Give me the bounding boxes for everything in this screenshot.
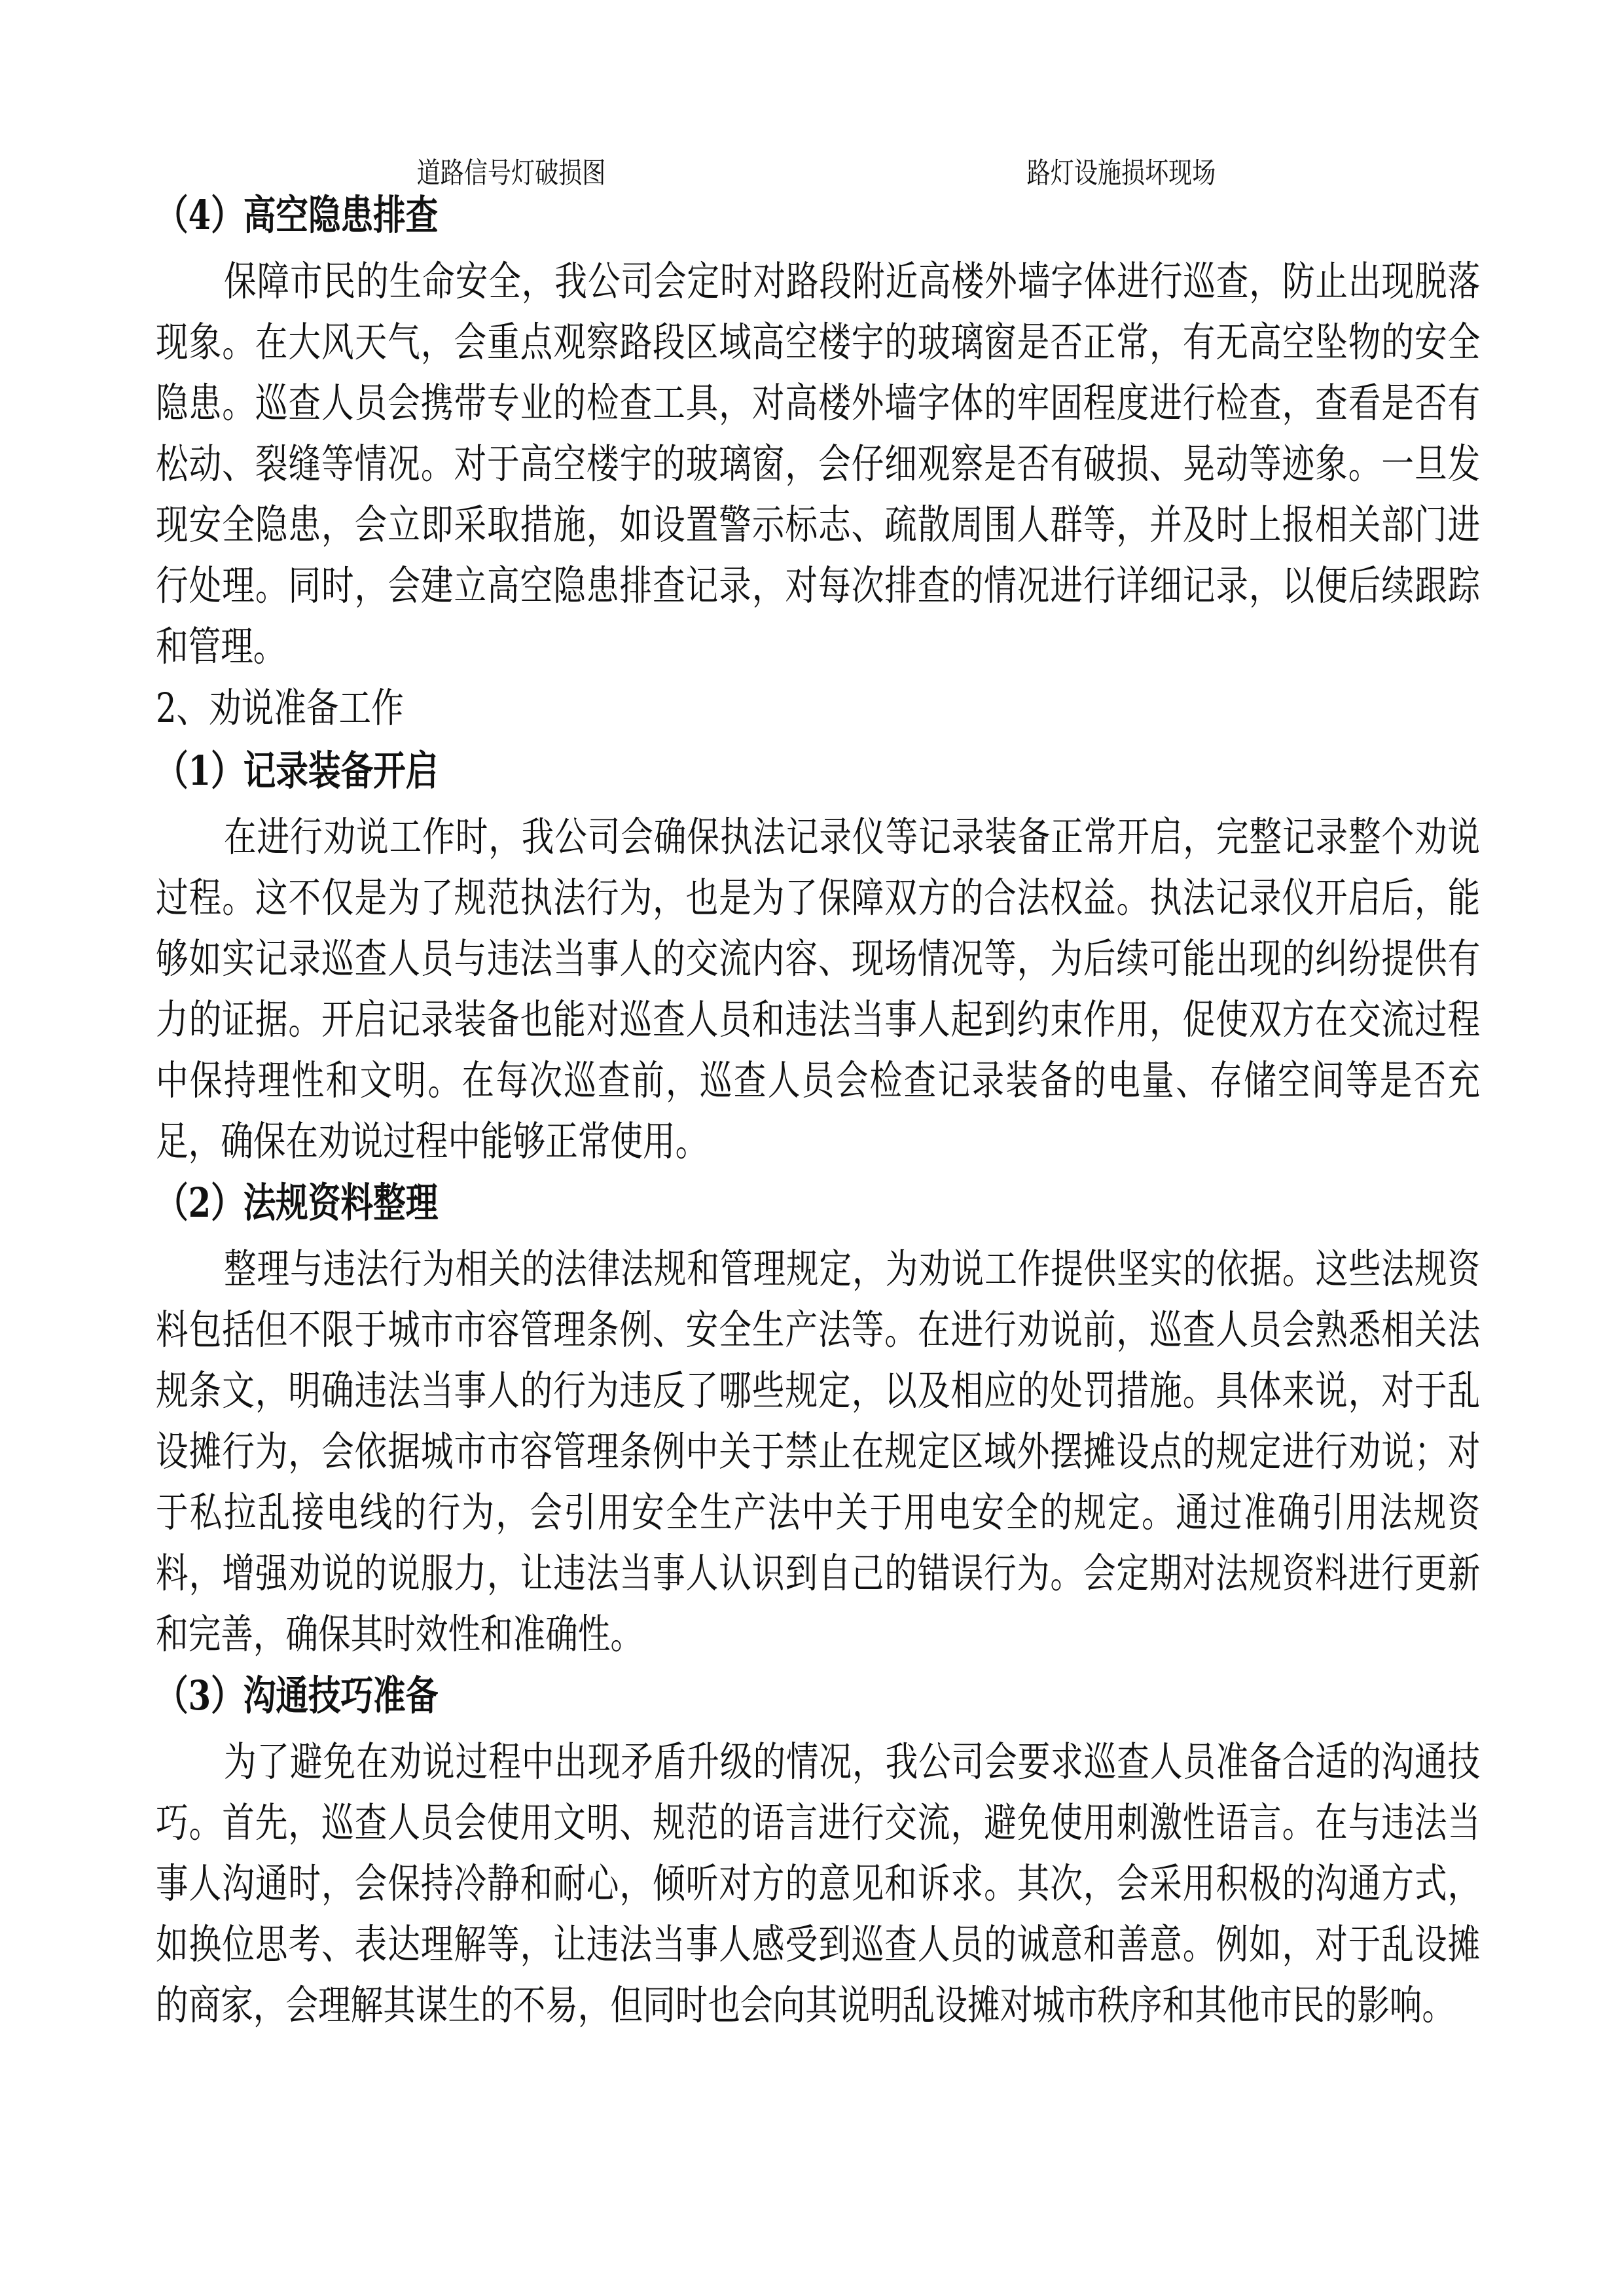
paragraph-line-text: 在进行劝说工作时，我公司会确保执法记录仪等记录装备正常开启，完整记录整个劝说	[224, 813, 1481, 861]
section-heading	[156, 1172, 1480, 1234]
section-heading-text: （3）沟通技巧准备	[156, 1672, 439, 1719]
paragraph-line-text: 设摊行为，会依据城市市容管理条例中关于禁止在规定区域外摆摊设点的规定进行劝说；对	[156, 1427, 1481, 1475]
paragraph	[156, 806, 1480, 1172]
paragraph-line	[156, 372, 1480, 433]
section-heading-text: （1）记录装备开启	[156, 747, 439, 795]
paragraph-line	[156, 1050, 1480, 1111]
figure-caption-traffic-light: 道路信号灯破损图	[416, 156, 606, 190]
paragraph-line	[156, 1975, 1480, 2036]
paragraph	[156, 251, 1480, 677]
paragraph-line-text: 力的证据。开启记录装备也能对巡查人员和违法当事人起到约束作用，促使双方在交流过程	[156, 996, 1481, 1043]
paragraph-line-text: 和完善，确保其时效性和准确性。	[156, 1610, 643, 1658]
paragraph-line	[156, 1360, 1480, 1421]
paragraph-line	[156, 1853, 1480, 1914]
paragraph-line-text: 料包括但不限于城市市容管理条例、安全生产法等。在进行劝说前，巡查人员会熟悉相关法	[156, 1306, 1481, 1354]
paragraph-line-text: 和管理。	[156, 622, 286, 670]
paragraph	[156, 1731, 1480, 2036]
paragraph-line	[156, 1543, 1480, 1604]
paragraph-line	[156, 1299, 1480, 1360]
paragraph-line	[156, 1914, 1480, 1975]
section-heading-text: （4）高空隐患排查	[156, 191, 439, 239]
paragraph-line-text: 隐患。巡查人员会携带专业的检查工具，对高楼外墙字体的牢固程度进行检查，查看是否有	[156, 379, 1481, 427]
section-heading	[156, 1664, 1480, 1727]
paragraph-line	[156, 1731, 1480, 1792]
paragraph-line-text: 松动、裂缝等情况。对于高空楼宇的玻璃窗，会仔细观察是否有破损、晃动等迹象。一旦发	[156, 440, 1481, 488]
paragraph-line-text: 现安全隐患，会立即采取措施，如设置警示标志、疏散周围人群等，并及时上报相关部门进	[156, 501, 1481, 548]
paragraph-line-text: 事人沟通时，会保持冷静和耐心，倾听对方的意见和诉求。其次，会采用积极的沟通方式，	[156, 1859, 1481, 1907]
paragraph-line	[156, 555, 1480, 616]
paragraph-line	[156, 616, 1480, 677]
paragraph-line	[156, 806, 1480, 867]
paragraph-line-text: 保障市民的生命安全，我公司会定时对路段附近高楼外墙字体进行巡查，防止出现脱落	[224, 257, 1481, 305]
paragraph-line	[156, 1111, 1480, 1172]
section-heading-text: 2、劝说准备工作	[156, 684, 404, 732]
paragraph-line-text: 为了避免在劝说过程中出现矛盾升级的情况，我公司会要求巡查人员准备合适的沟通技	[224, 1738, 1481, 1785]
paragraph-line	[156, 1604, 1480, 1664]
section-heading	[156, 184, 1480, 247]
paragraph-line-text: 巧。首先，巡查人员会使用文明、规范的语言进行交流，避免使用刺激性语言。在与违法当	[156, 1799, 1481, 1846]
paragraph-line	[156, 433, 1480, 494]
paragraph-line	[156, 1421, 1480, 1482]
section-heading	[156, 740, 1480, 802]
paragraph-line-text: 过程。这不仅是为了规范执法行为，也是为了保障双方的合法权益。执法记录仪开启后，能	[156, 874, 1481, 922]
paragraph	[156, 1238, 1480, 1664]
paragraph-line	[156, 928, 1480, 989]
paragraph-line	[156, 867, 1480, 928]
paragraph-line-text: 料，增强劝说的说服力，让违法当事人认识到自己的错误行为。会定期对法规资料进行更新	[156, 1549, 1481, 1597]
paragraph-line-text: 如换位思考、表达理解等，让违法当事人感受到巡查人员的诚意和善意。例如，对于乱设摊	[156, 1920, 1481, 1968]
paragraph-line	[156, 1238, 1480, 1299]
paragraph-line-text: 行处理。同时，会建立高空隐患排查记录，对每次排查的情况进行详细记录，以便后续跟踪	[156, 562, 1481, 609]
paragraph-line	[156, 251, 1480, 312]
paragraph-line-text: 够如实记录巡查人员与违法当事人的交流内容、现场情况等，为后续可能出现的纠纷提供有	[156, 935, 1481, 982]
document-body	[156, 184, 1480, 2036]
section-heading-text: （2）法规资料整理	[156, 1179, 439, 1227]
paragraph-line-text: 足，确保在劝说过程中能够正常使用。	[156, 1117, 708, 1165]
paragraph-line-text: 整理与违法行为相关的法律法规和管理规定，为劝说工作提供坚实的依据。这些法规资	[224, 1245, 1481, 1293]
paragraph-line-text: 现象。在大风天气，会重点观察路段区域高空楼宇的玻璃窗是否正常，有无高空坠物的安全	[156, 318, 1481, 366]
paragraph-line	[156, 989, 1480, 1050]
section-heading	[156, 677, 1480, 740]
paragraph-line-text: 中保持理性和文明。在每次巡查前，巡查人员会检查记录装备的电量、存储空间等是否充	[156, 1056, 1481, 1104]
figure-caption-streetlight: 路灯设施损坏现场	[1026, 156, 1216, 190]
paragraph-line	[156, 494, 1480, 555]
paragraph-line	[156, 1792, 1480, 1853]
paragraph-line-text: 的商家，会理解其谋生的不易，但同时也会向其说明乱设摊对城市秩序和其他市民的影响。	[156, 1981, 1455, 2029]
paragraph-line	[156, 312, 1480, 372]
paragraph-line	[156, 1482, 1480, 1543]
paragraph-line-text: 规条文，明确违法当事人的行为违反了哪些规定，以及相应的处罚措施。具体来说，对于乱	[156, 1367, 1481, 1414]
paragraph-line-text: 于私拉乱接电线的行为，会引用安全生产法中关于用电安全的规定。通过准确引用法规资	[156, 1488, 1481, 1536]
